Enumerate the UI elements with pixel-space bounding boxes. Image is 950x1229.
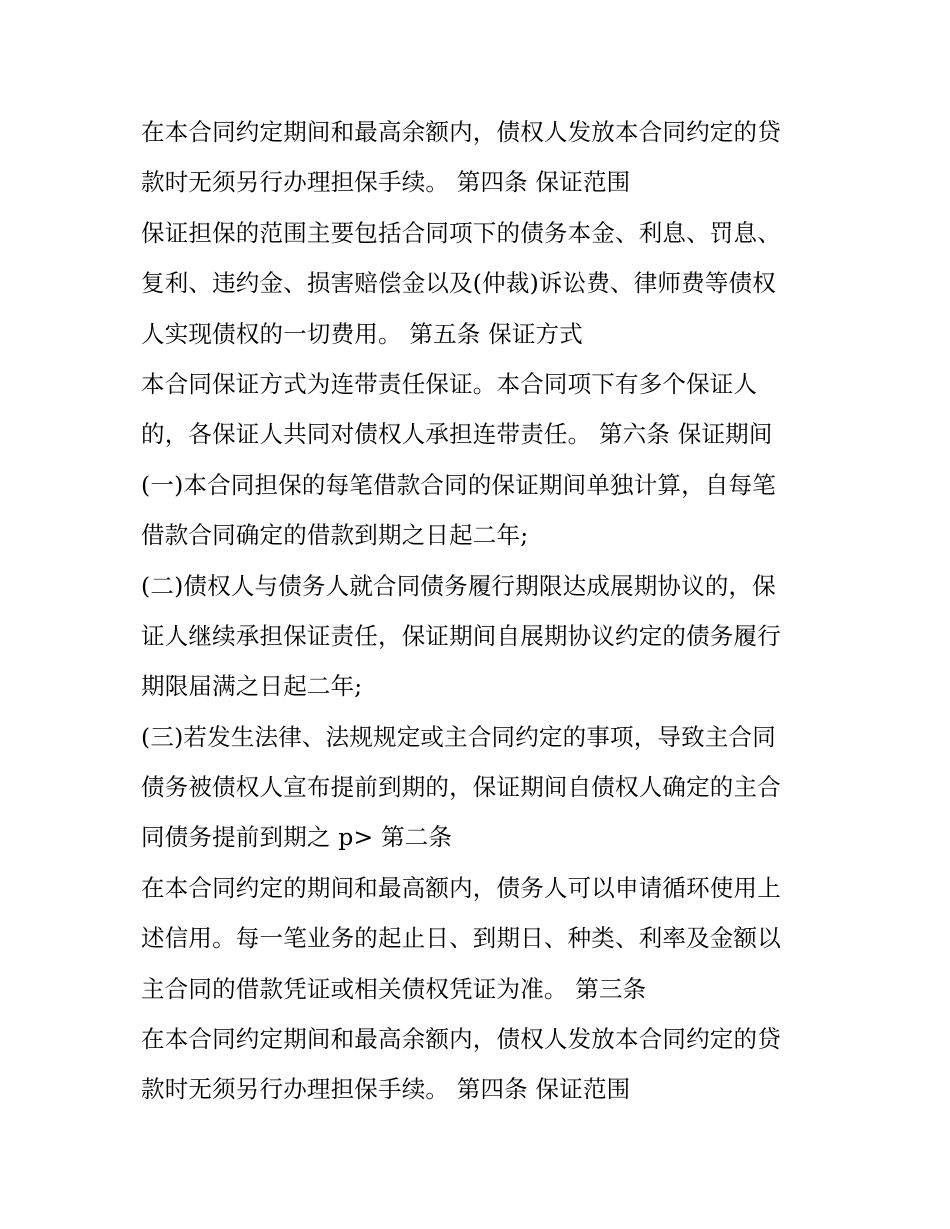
text-line: 债务被债权人宣布提前到期的，保证期间自债权人确定的主合 [141, 773, 781, 802]
text-line: 款时无须另行办理担保手续。 第四条 保证范围 [141, 1075, 631, 1104]
text-line: 在本合同约定期间和最高余额内，债权人发放本合同约定的贷 [141, 118, 781, 146]
text-line: 在本合同约定的期间和最高额内，债务人可以申请循环使用上 [141, 873, 781, 902]
text-line: 本合同保证方式为连带责任保证。本合同项下有多个保证人 [141, 369, 758, 398]
text-line: 述信用。每一笔业务的起止日、到期日、种类、利率及金额以 [141, 924, 781, 953]
text-line: 人实现债权的一切费用。 第五条 保证方式 [141, 319, 583, 348]
text-line: (一)本合同担保的每笔借款合同的保证期间单独计算，自每笔 [141, 470, 776, 499]
text-line: (二)债权人与债务人就合同债务履行期限达成展期协议的，保 [141, 571, 776, 600]
text-line: 款时无须另行办理担保手续。 第四条 保证范围 [141, 168, 631, 197]
text-line: 在本合同约定期间和最高余额内，债权人发放本合同约定的贷 [141, 1025, 781, 1054]
text-line: 同债务提前到期之 p> 第二条 [141, 823, 453, 852]
text-line: 借款合同确定的借款到期之日起二年; [141, 521, 529, 550]
text-line: 的，各保证人共同对债权人承担连带责任。 第六条 保证期间 [141, 420, 773, 449]
text-line: 复利、违约金、损害赔偿金以及(仲裁)诉讼费、律师费等债权 [141, 269, 776, 298]
text-line: (三)若发生法律、法规规定或主合同约定的事项，导致主合同 [141, 722, 776, 751]
document-body [141, 107, 831, 1115]
text-line: 主合同的借款凭证或相关债权凭证为准。 第三条 [141, 974, 647, 1003]
text-line: 期限届满之日起二年; [141, 672, 363, 701]
text-line: 证人继续承担保证责任，保证期间自展期协议约定的债务履行 [141, 621, 781, 650]
text-line: 保证担保的范围主要包括合同项下的债务本金、利息、罚息、 [141, 218, 781, 247]
